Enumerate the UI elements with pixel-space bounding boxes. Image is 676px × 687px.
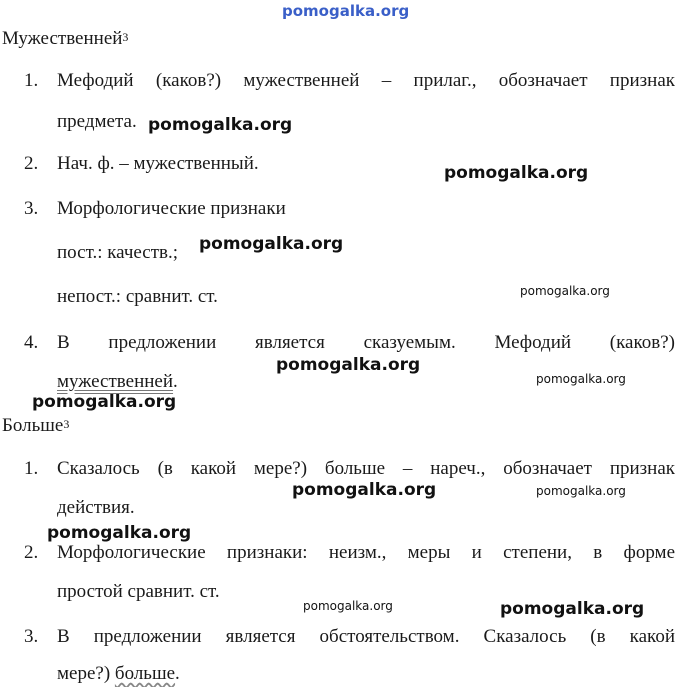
item-line (57, 662, 180, 686)
item-line: Морфологические признаки (57, 198, 286, 219)
watermark: pomogalka.org (47, 523, 192, 543)
item-line: Сказалось (в какой мере?) больше – нареч., обозначает признак (57, 458, 675, 479)
item-line: непост.: сравнит. ст. (57, 286, 218, 307)
watermark: pomogalka.org (536, 372, 626, 386)
watermark: pomogalka.org (520, 284, 610, 298)
item-line: предмета. (57, 111, 137, 132)
watermark: pomogalka.org (276, 355, 421, 375)
item-line (57, 370, 178, 394)
item-line: Нач. ф. – мужественный. (57, 153, 259, 174)
heading-superscript: 3 (63, 417, 70, 431)
item-line: пост.: качеств.; (57, 242, 179, 263)
watermark: pomogalka.org (292, 480, 437, 500)
watermark: pomogalka.org (444, 163, 589, 183)
item-number: 1. (24, 70, 39, 91)
underlined-predicate: мужественней (57, 371, 174, 392)
period: . (173, 371, 178, 392)
item-number: 2. (24, 542, 39, 563)
heading-text: Мужественней (2, 28, 123, 49)
heading-text: Больше (2, 415, 64, 436)
item-number: 3. (24, 626, 39, 647)
period: . (175, 663, 180, 684)
section-heading-1 (2, 28, 128, 50)
item-number: 3. (24, 198, 39, 219)
item-number: 4. (24, 332, 39, 353)
underlined-adverbial: больше (114, 663, 176, 684)
heading-superscript: 3 (122, 30, 129, 44)
watermark: pomogalka.org (500, 599, 645, 619)
item-line: действия. (57, 497, 135, 518)
line-text: мере?) (57, 663, 115, 684)
item-line: В предложении является обстоятельством. Сказалось (в какой (57, 626, 675, 647)
item-number: 2. (24, 153, 39, 174)
item-line: простой сравнит. ст. (57, 581, 220, 602)
watermark: pomogalka.org (148, 115, 293, 135)
watermark: pomogalka.org (199, 234, 344, 254)
watermark: pomogalka.org (303, 599, 393, 613)
item-line: Мефодий (каков?) мужественней – прилаг., обозначает признак (57, 70, 675, 91)
section-heading-2 (2, 415, 69, 437)
item-line: Морфологические признаки: неизм., меры и степени, в форме (57, 542, 675, 563)
item-number: 1. (24, 458, 39, 479)
item-line: В предложении является сказуемым. Мефодий (каков?) (57, 332, 675, 353)
watermark: pomogalka.org (536, 484, 626, 498)
watermark-top: pomogalka.org (282, 2, 410, 20)
watermark: pomogalka.org (32, 392, 177, 412)
